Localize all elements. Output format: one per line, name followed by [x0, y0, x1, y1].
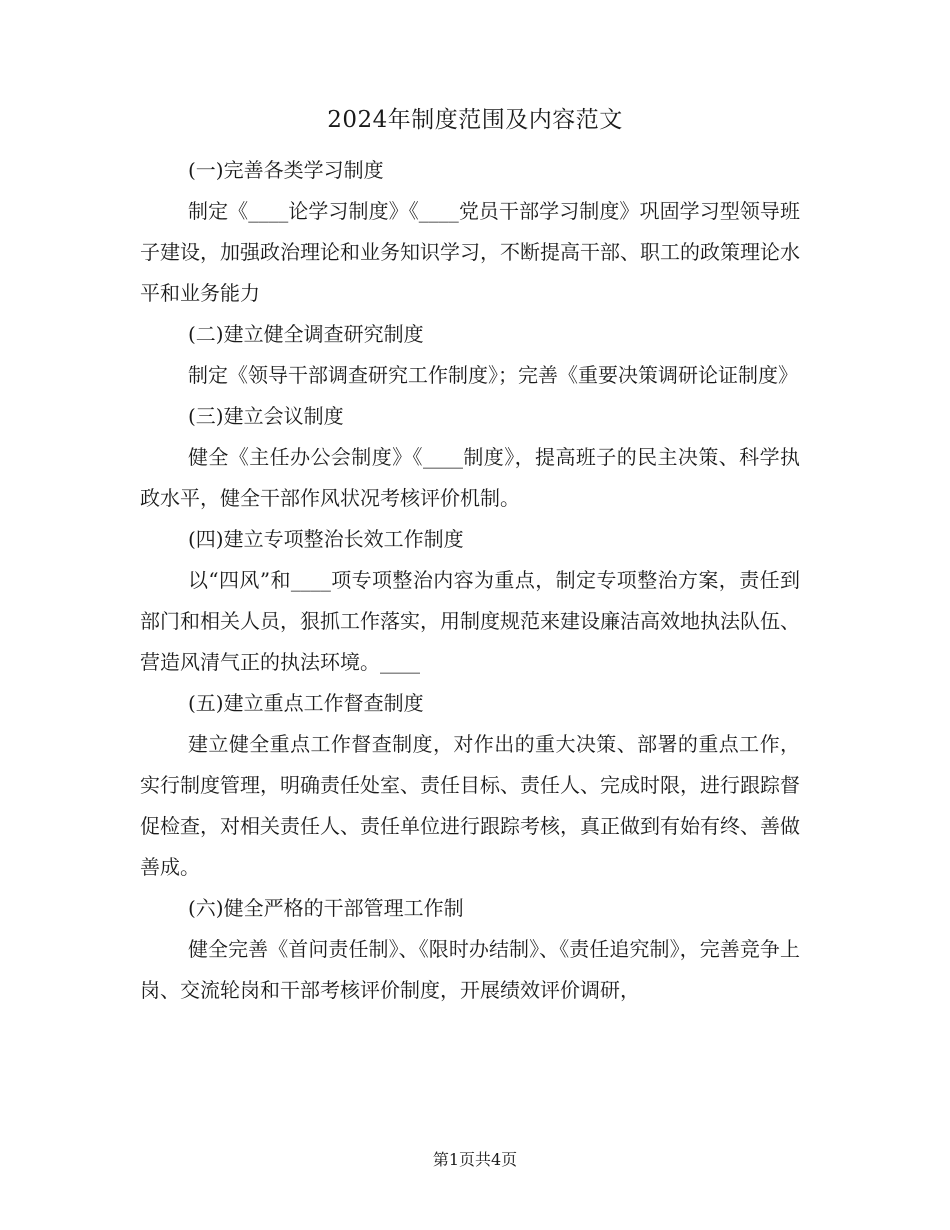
section-body-6: 健全完善《首问责任制》、《限时办结制》、《责任追究制》，完善竞争上岗、交流轮岗和干部考核评价制度，开展绩效评价调研，	[140, 937, 800, 1002]
section-body-3: 健全《主任办公会制度》《____制度》，提高班子的民主决策、科学执政水平，健全干部作风状况考核评价机制。	[140, 445, 800, 510]
page-footer: 第1页共4页	[432, 1150, 518, 1169]
section-body-5: 建立健全重点工作督查制度，对作出的重大决策、部署的重点工作，实行制度管理，明确责任处室、责任目标、责任人、完成时限，进行跟踪督促检查，对相关责任人、责任单位进行跟踪考核，真正做到有始有终、善做善成。	[140, 732, 800, 879]
document-body	[140, 150, 800, 1011]
document-title: 2024年制度范围及内容范文	[327, 107, 623, 133]
section-heading-6: (六)健全严格的干部管理工作制	[188, 896, 464, 920]
section-heading-4: (四)建立专项整治长效工作制度	[188, 527, 464, 551]
section-heading-3: (三)建立会议制度	[188, 404, 344, 428]
section-body-1: 制定《____论学习制度》《____党员干部学习制度》巩固学习型领导班子建设，加强政治理论和业务知识学习，不断提高干部、职工的政策理论水平和业务能力	[140, 199, 800, 305]
section-heading-1: (一)完善各类学习制度	[188, 158, 384, 182]
section-body-2: 制定《领导干部调查研究工作制度》；完善《重要决策调研论证制度》	[188, 363, 798, 387]
section-heading-5: (五)建立重点工作督查制度	[188, 691, 424, 715]
section-body-4: 以“四风”和____项专项整治内容为重点，制定专项整治方案，责任到部门和相关人员，狠抓工作落实，用制度规范来建设廉洁高效地执法队伍、营造风清气正的执法环境。____	[140, 568, 800, 674]
section-heading-2: (二)建立健全调查研究制度	[188, 322, 424, 346]
